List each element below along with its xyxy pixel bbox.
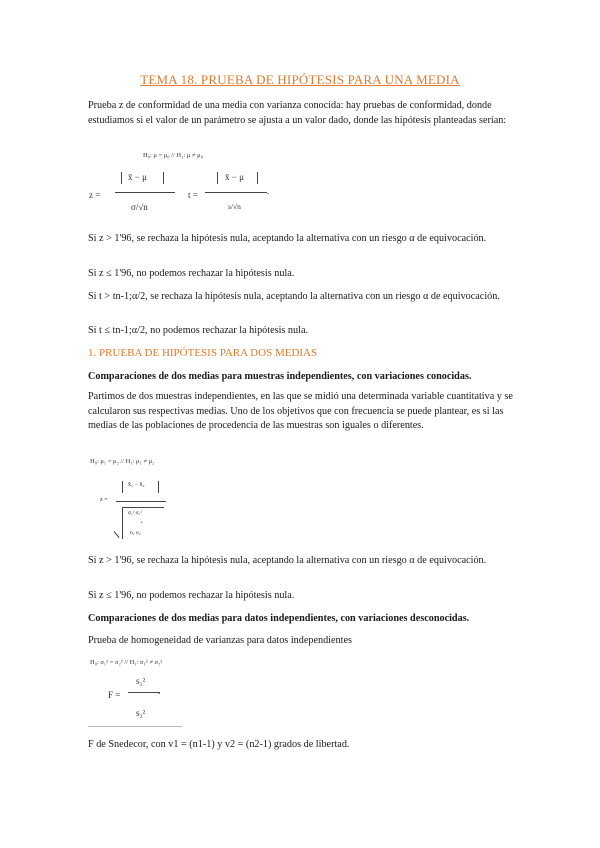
z-numerator: x̄ − μ <box>128 172 147 182</box>
denominator-plus: + <box>140 520 144 526</box>
rule-t-accept: Si t ≤ tn-1;α/2, no podemos rechazar la hipótesis nula. <box>88 325 309 336</box>
formula-f-test: H₀: σ₁² = σ₂² // H₁: σ₁² ≠ σ₂² F = s₁² . s₂² <box>88 656 188 728</box>
rule-z-accept-two: Si z ≤ 1'96, no podemos rechazar la hipótesis nula. <box>88 590 295 601</box>
subheading-known-variance: Comparaciones de dos medias para muestras independientes, con variaciones conocidas. <box>88 371 472 382</box>
intro-paragraph: Prueba z de conformidad de una media con varianza conocida: hay pruebas de conformidad, donde estudiamos si el valor de un parámetro se ajusta a un valor dado, donde las hipótesis planteadas serían: <box>88 100 507 126</box>
page-title: TEMA 18. PRUEBA DE HIPÓTESIS PARA UNA MEDIA <box>140 72 460 87</box>
snedecor-text: F de Snedecor, con v1 = (n1-1) y v2 = (n2-1) grados de libertad. <box>88 739 350 750</box>
variance-homogeneity-paragraph: Prueba de homogeneidad de varianzas para datos independientes <box>88 635 352 646</box>
two-samples-paragraph: Partimos de dos muestras independientes, en las que se midió una determinada variable cuantitativa y se calcularon sus respectivas medias. Uno de los objetivos que con frecuencia se puede plantear, es si las medias de las poblaciones de procedencia de las muestras son iguales o diferentes. <box>88 391 513 431</box>
t-label: t = <box>188 190 198 200</box>
denominator-top: σ₁² σ₂² <box>128 510 142 516</box>
z-label-two: z = <box>100 497 108 503</box>
z-denominator: σ/√n <box>131 202 148 212</box>
t-denominator: s/√n <box>228 202 241 211</box>
f-denominator: s₂² <box>136 708 146 718</box>
t-numerator: x̄ − μ <box>225 172 244 182</box>
rule-z-reject-two: Si z > 1'96, se rechaza la hipótesis nula, aceptando la alternativa con un riesgo α de equivocación. <box>88 555 487 566</box>
z-label: z = <box>89 190 101 200</box>
subheading-unknown-variance: Comparaciones de dos medias para datos independientes, con variaciones desconocidas. <box>88 613 470 624</box>
formula-two-means <box>88 455 208 545</box>
hypotheses-text: H₀: μ = μ₀ // H₁: μ ≠ μ₀ <box>143 152 203 159</box>
f-label: F = <box>108 690 121 700</box>
section-heading: 1. PRUEBA DE HIPÓTESIS PARA DOS MEDIAS <box>88 347 318 359</box>
rule-z-accept: Si z ≤ 1'96, no podemos rechazar la hipótesis nula. <box>88 268 295 279</box>
rule-t-reject: Si t > tn-1;α/2, se rechaza la hipótesis nula, aceptando la alternativa con un riesgo α de equivocación. <box>88 291 500 302</box>
rule-z-reject: Si z > 1'96, se rechaza la hipótesis nula, aceptando la alternativa con un riesgo α de equivocación. <box>88 233 487 244</box>
numerator-two-means: x̄₁ − x̄₂ <box>128 482 145 488</box>
formula-z-t: H₀: μ = μ₀ // H₁: μ ≠ μ₀ z = x̄ − μ σ/√n t = x̄ − μ s/√n . <box>89 152 270 212</box>
f-numerator: s₁² <box>136 676 146 686</box>
hypotheses-two-means: H₀: μ₁ = μ₂ // H₁: μ₁ ≠ μ₂ <box>90 458 155 465</box>
hypotheses-variance: H₀: σ₁² = σ₂² // H₁: σ₁² ≠ σ₂² <box>90 659 163 666</box>
denominator-bottom: n₁ n₂ <box>130 530 141 536</box>
